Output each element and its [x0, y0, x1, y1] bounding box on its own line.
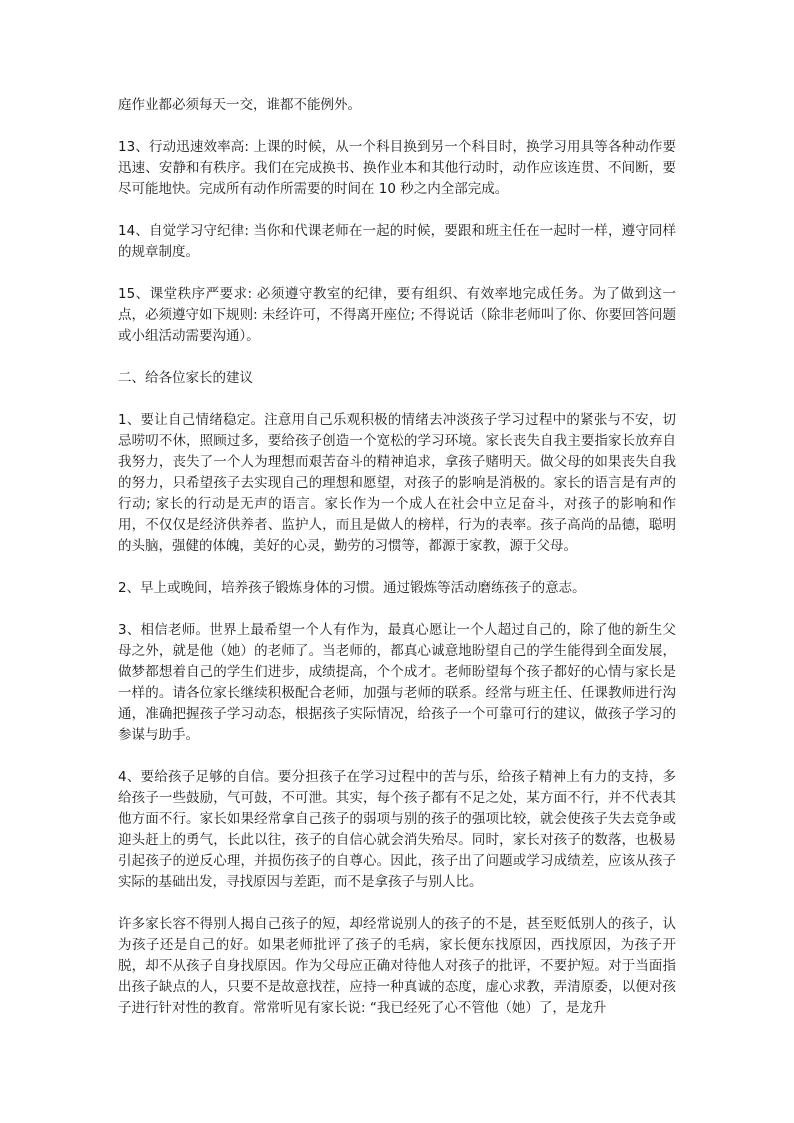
- paragraph-criticism: 许多家长容不得别人揭自己孩子的短，却经常说别人的孩子的不是，甚至贬低别人的孩子，认为孩子还是自己的好。如果老师批评了孩子的毛病，家长便东找原因，西找原因，为孩子开脱，却不从孩子自身找原因。作为父母应正确对待他人对孩子的批评，不要护短。对于当面指出孩子缺点的人，只要不是故意找茬，应持一种真诚的态度，虚心求教，弄清原委，以便对孩子进行针对性的教育。常常听见有家长说: “我已经死了心不管他（她）了，是龙升: [118, 916, 676, 1016]
- paragraph-advice-4: 4、要给孩子足够的自信。要分担孩子在学习过程中的苦与乐，给孩子精神上有力的支持，多给孩子一些鼓励，气可鼓，不可泄。其实，每个孩子都有不足之处，某方面不行，并不代表其他方面不行。家长如果经常拿自己孩子的弱项与别的孩子的强项比较，就会使孩子失去竞争或迎头赶上的勇气，长此以往，孩子的自信心就会消失殆尽。同时，家长对孩子的数落，也极易引起孩子的逆反心理，并损伤孩子的自尊心。因此，孩子出了问题或学习成绩差，应该从孩子实际的基础出发，寻找原因与差距，而不是拿孩子与别人比。: [118, 769, 676, 890]
- paragraph-advice-2: 2、早上或晚间，培养孩子锻炼身体的习惯。通过锻炼等活动磨练孩子的意志。: [118, 580, 586, 596]
- paragraph-rule-13: 13、行动迅速效率高: 上课的时候，从一个科目换到另一个科目时，换学习用具等各种动作要迅速、安静和有秩序。我们在完成换书、换作业本和其他行动时，动作应该连贯、不间断，要尽可能地快。完成所有动作所需要的时间在 10 秒之内全部完成。: [118, 139, 676, 197]
- paragraph-advice-1: 1、要让自己情绪稳定。注意用自己乐观积极的情绪去冲淡孩子学习过程中的紧张与不安，切忌唠叨不休，照顾过多，要给孩子创造一个宽松的学习环境。家长丧失自我主要指家长放弃自我努力，丧失了一个人为理想而艰苦奋斗的精神追求，拿孩子赌明天。做父母的如果丧失自我的努力，只希望孩子去实现自己的理想和愿望，对孩子的影响是消极的。家长的语言是有声的行动; 家长的行动是无声的语言。家长作为一个成人在社会中立足奋斗，对孩子的影响和作用，不仅仅是经济供养者、监护人，而且是做人的榜样，行为的表率。孩子高尚的品德，聪明的头脑，强健的体魄，美好的心灵，勤劳的习惯等，都源于家教，源于父母。: [118, 412, 676, 554]
- document-page: [118, 95, 676, 1040]
- paragraph-rule-15: 15、课堂秩序严要求: 必须遵守教室的纪律，要有组织、有效率地完成任务。为了做到这一点，必须遵守如下规则: 未经许可，不得离开座位; 不得说话（除非老师叫了你、你要回答问题或小组活动需要沟通）。: [118, 286, 676, 344]
- paragraph-advice-3: 3、相信老师。世界上最希望一个人有作为，最真心愿让一个人超过自己的，除了他的新生父母之外，就是他（她）的老师了。当老师的，都真心诚意地盼望自己的学生能得到全面发展，做梦都想着自己的学生们进步，成绩提高，个个成才。老师盼望每个孩子都好的心情与家长是一样的。请各位家长继续积极配合老师，加强与老师的联系。经常与班主任、任课教师进行沟通，准确把握孩子学习动态，根据孩子实际情况，给孩子一个可靠可行的建议，做孩子学习的参谋与助手。: [118, 622, 676, 743]
- section-heading-parent-advice: 二、给各位家长的建议: [118, 370, 253, 386]
- paragraph-continuation: 庭作业都必须每天一交，谁都不能例外。: [118, 97, 361, 113]
- paragraph-rule-14: 14、自觉学习守纪律: 当你和代课老师在一起的时候，要跟和班主任在一起时一样，遵守同样的规章制度。: [118, 223, 676, 260]
